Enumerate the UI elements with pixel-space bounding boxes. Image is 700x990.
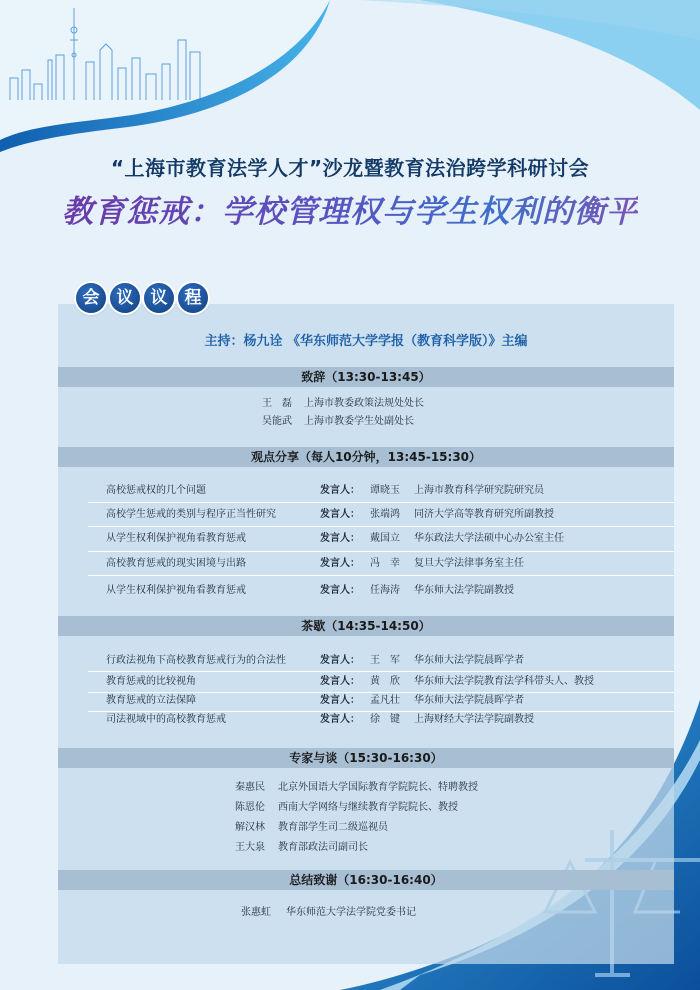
closing-name: 张惠虹	[241, 907, 271, 918]
agenda-badge-char: 议	[144, 283, 174, 313]
expert-role: 教育部学生司二级巡视员	[278, 822, 388, 833]
row-divider	[88, 526, 674, 527]
speaker-label: 发言人：	[320, 485, 360, 496]
speaker-name: 谭晓玉	[370, 485, 400, 496]
subtitle-text: 教育惩戒：学校管理权与学生权利的衡平	[62, 194, 638, 230]
speaker-name: 孟凡壮	[370, 695, 400, 706]
speaker-name: 徐 键	[370, 714, 400, 725]
talk-topic: 高校惩戒权的几个问题	[106, 485, 206, 496]
section-header-sharing: 观点分享（每人10分钟，13:45-15:30）	[58, 447, 674, 467]
row-divider	[88, 671, 674, 672]
expert-name: 陈恩伦	[235, 802, 265, 813]
agenda-badge-char: 程	[178, 283, 208, 313]
speaker-name: 王 军	[370, 655, 400, 666]
talk-topic: 教育惩戒的立法保障	[106, 695, 196, 706]
section-header-closing: 总结致谢（16:30-16:40）	[58, 870, 674, 890]
section-header-experts: 专家与谈（15:30-16:30）	[58, 748, 674, 768]
speaker-affiliation: 华东师大法学院晨晖学者	[414, 655, 524, 666]
section-header-opening: 致辞（13:30-13:45）	[58, 367, 674, 387]
opening-name: 王 磊	[262, 398, 292, 409]
speaker-affiliation: 上海市教育科学研究院研究员	[414, 485, 544, 496]
speaker-affiliation: 华东师大法学院晨晖学者	[414, 695, 524, 706]
speaker-affiliation: 同济大学高等教育研究所副教授	[414, 509, 554, 520]
talk-topic: 高校教育惩戒的现实困境与出路	[106, 558, 246, 569]
row-divider	[88, 502, 674, 503]
agenda-badge-char: 议	[110, 283, 140, 313]
row-divider	[88, 575, 674, 576]
speaker-label: 发言人：	[320, 676, 360, 687]
speaker-label: 发言人：	[320, 558, 360, 569]
host-line: 主持：杨九诠 《华东师范大学学报（教育科学版）》主编	[204, 334, 528, 349]
expert-role: 教育部政法司副司长	[278, 842, 368, 853]
opening-name: 吴能武	[262, 416, 292, 427]
speaker-label: 发言人：	[320, 509, 360, 520]
talk-topic: 司法视域中的高校教育惩戒	[106, 714, 226, 725]
speaker-label: 发言人：	[320, 695, 360, 706]
section-header-break: 茶歇（14:35-14:50）	[58, 616, 674, 636]
expert-name: 秦惠民	[235, 782, 265, 793]
speaker-name: 任海涛	[370, 585, 400, 596]
speaker-label: 发言人：	[320, 655, 360, 666]
row-divider	[88, 711, 674, 712]
expert-name: 王大泉	[235, 842, 265, 853]
speaker-affiliation: 上海财经大学法学院副教授	[414, 714, 534, 725]
talk-topic: 高校学生惩戒的类别与程序正当性研究	[106, 509, 276, 520]
speaker-affiliation: 复旦大学法律事务室主任	[414, 558, 524, 569]
speaker-affiliation: 华东政法大学法硕中心办公室主任	[414, 533, 564, 544]
agenda-badge	[76, 283, 208, 313]
talk-topic: 从学生权利保护视角看教育惩戒	[106, 533, 246, 544]
page-title: “上海市教育法学人才”沙龙暨教育法治跨学科研讨会	[110, 156, 590, 180]
expert-role: 北京外国语大学国际教育学院院长、特聘教授	[278, 782, 478, 793]
talk-topic: 教育惩戒的比较视角	[106, 676, 196, 687]
speaker-name: 戴国立	[370, 533, 400, 544]
speaker-name: 张端鸿	[370, 509, 400, 520]
speaker-affiliation: 华东师大法学院教育法学科带头人、教授	[414, 676, 594, 687]
page-subtitle	[0, 186, 700, 231]
talk-topic: 行政法视角下高校教育惩戒行为的合法性	[106, 655, 286, 666]
talk-topic: 从学生权利保护视角看教育惩戒	[106, 585, 246, 596]
speaker-name: 冯 幸	[370, 558, 400, 569]
agenda-badge-char: 会	[76, 283, 106, 313]
opening-role: 上海市教委学生处副处长	[304, 416, 414, 427]
speaker-affiliation: 华东师大法学院副教授	[414, 585, 514, 596]
speaker-label: 发言人：	[320, 533, 360, 544]
expert-name: 解汉林	[235, 822, 265, 833]
expert-role: 西南大学网络与继续教育学院院长、教授	[278, 802, 458, 813]
speaker-label: 发言人：	[320, 714, 360, 725]
row-divider	[88, 551, 674, 552]
speaker-name: 黄 欣	[370, 676, 400, 687]
opening-role: 上海市教委政策法规处处长	[304, 398, 424, 409]
row-divider	[88, 692, 674, 693]
speaker-label: 发言人：	[320, 585, 360, 596]
closing-role: 华东师范大学法学院党委书记	[286, 907, 416, 918]
